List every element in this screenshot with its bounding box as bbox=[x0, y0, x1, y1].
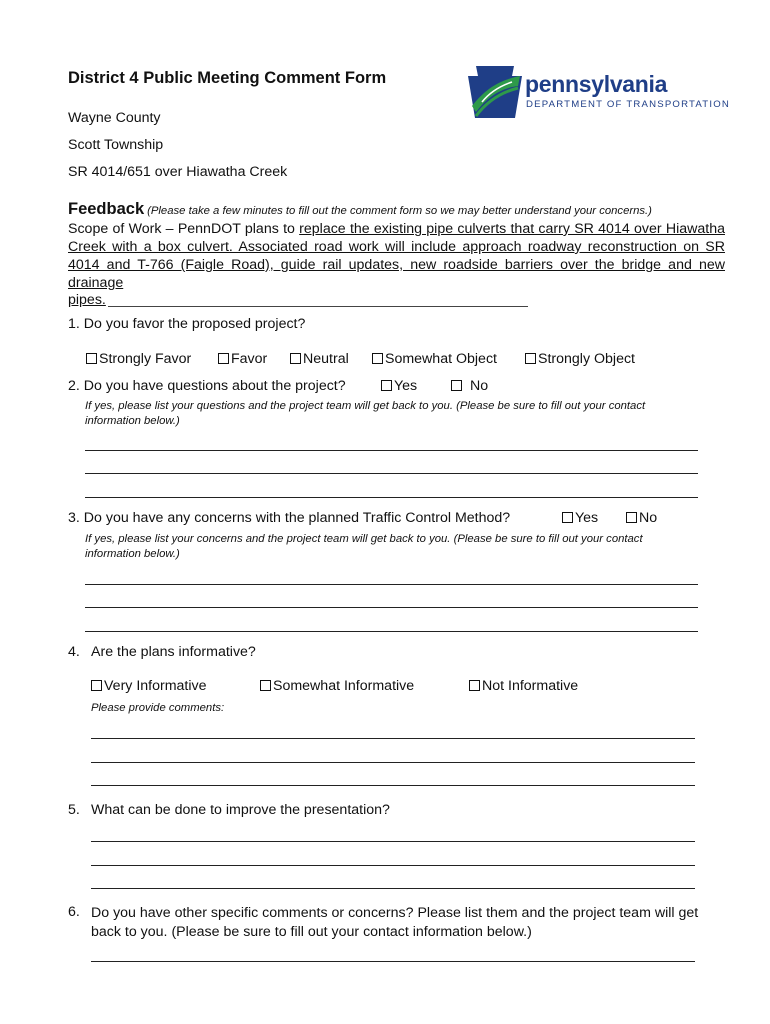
q3-option-no[interactable]: No bbox=[626, 510, 657, 526]
answer-line[interactable] bbox=[91, 762, 695, 763]
q5-question: What can be done to improve the presentation? bbox=[91, 802, 390, 818]
checkbox-icon[interactable] bbox=[525, 353, 536, 364]
answer-line[interactable] bbox=[85, 497, 698, 498]
checkbox-icon[interactable] bbox=[372, 353, 383, 364]
q5-number: 5. bbox=[68, 802, 80, 818]
scope-description: replace the existing pipe culverts that carry SR 4014 over Hiawatha Creek with a box culvert. Associated road work will include approach roadway reconstruction on SR 4014 and T-766 (Faigle Road), guide rail updates, new roadside barriers over the bridge and new drainage bbox=[68, 221, 725, 291]
answer-line[interactable] bbox=[91, 865, 695, 866]
answer-line[interactable] bbox=[85, 631, 698, 632]
checkbox-icon[interactable] bbox=[290, 353, 301, 364]
logo-wordmark: pennsylvania bbox=[525, 71, 668, 97]
q2-question: 2. Do you have questions about the project? bbox=[68, 378, 346, 394]
q4-number: 4. bbox=[68, 644, 80, 660]
q6-question: Do you have other specific comments or concerns? Please list them and the project team will get back to you. (Please be sure to fill out your contact information below.) bbox=[91, 905, 699, 940]
feedback-heading: Feedback bbox=[68, 200, 145, 218]
checkbox-icon[interactable] bbox=[469, 680, 480, 691]
checkbox-icon[interactable] bbox=[626, 512, 637, 523]
q3-note: If yes, please list your concerns and the project team will get back to you. (Please be sure to fill out your contact information below.) bbox=[85, 533, 643, 560]
q4-note: Please provide comments: bbox=[91, 702, 225, 714]
checkbox-icon[interactable] bbox=[86, 353, 97, 364]
township-label: Scott Township bbox=[68, 137, 164, 153]
q4-option-very-informative[interactable]: Very Informative bbox=[91, 678, 207, 694]
q1-option-favor[interactable]: Favor bbox=[218, 351, 267, 367]
scope-last-word: pipes. bbox=[68, 292, 106, 308]
route-label: SR 4014/651 over Hiawatha Creek bbox=[68, 164, 288, 180]
scope-lead: Scope of Work – PennDOT plans to bbox=[68, 221, 300, 237]
logo-department: DEPARTMENT OF TRANSPORTATION bbox=[526, 99, 730, 110]
answer-line[interactable] bbox=[85, 473, 698, 474]
q4-option-somewhat-informative[interactable]: Somewhat Informative bbox=[260, 678, 414, 694]
q3-question: 3. Do you have any concerns with the planned Traffic Control Method? bbox=[68, 510, 511, 526]
q3-option-yes[interactable]: Yes bbox=[562, 510, 598, 526]
form-title: District 4 Public Meeting Comment Form bbox=[68, 69, 387, 87]
answer-line[interactable] bbox=[91, 738, 695, 739]
q1-question: 1. Do you favor the proposed project? bbox=[68, 316, 306, 332]
feedback-heading-line bbox=[68, 200, 728, 219]
answer-line[interactable] bbox=[85, 607, 698, 608]
answer-line[interactable] bbox=[91, 961, 695, 962]
q4-option-not-informative[interactable]: Not Informative bbox=[469, 678, 578, 694]
answer-line[interactable] bbox=[85, 584, 698, 585]
answer-line[interactable] bbox=[91, 841, 695, 842]
checkbox-icon[interactable] bbox=[260, 680, 271, 691]
answer-line[interactable] bbox=[85, 450, 698, 451]
county-label: Wayne County bbox=[68, 110, 161, 126]
keystone-logo-icon bbox=[468, 66, 522, 118]
q1-option-strongly-favor[interactable]: Strongly Favor bbox=[86, 351, 191, 367]
scope-last bbox=[68, 292, 106, 308]
answer-line[interactable] bbox=[91, 888, 695, 889]
checkbox-icon[interactable] bbox=[91, 680, 102, 691]
q1-option-neutral[interactable]: Neutral bbox=[290, 351, 349, 367]
q2-option-no[interactable]: No bbox=[451, 378, 488, 394]
q1-option-somewhat-object[interactable]: Somewhat Object bbox=[372, 351, 497, 367]
scope-underline bbox=[108, 306, 528, 307]
answer-line[interactable] bbox=[91, 785, 695, 786]
feedback-note: (Please take a few minutes to fill out the comment form so we may better understand your concerns.) bbox=[147, 205, 652, 217]
checkbox-icon[interactable] bbox=[381, 380, 392, 391]
checkbox-icon[interactable] bbox=[562, 512, 573, 523]
scope-of-work bbox=[68, 220, 725, 292]
q1-option-strongly-object[interactable]: Strongly Object bbox=[525, 351, 635, 367]
q2-option-yes[interactable]: Yes bbox=[381, 378, 417, 394]
q2-note: If yes, please list your questions and the project team will get back to you. (Please be sure to fill out your contact information below.) bbox=[85, 400, 646, 427]
q4-question: Are the plans informative? bbox=[91, 644, 256, 660]
checkbox-icon[interactable] bbox=[451, 380, 462, 391]
checkbox-icon[interactable] bbox=[218, 353, 229, 364]
q6-number: 6. bbox=[68, 904, 80, 920]
